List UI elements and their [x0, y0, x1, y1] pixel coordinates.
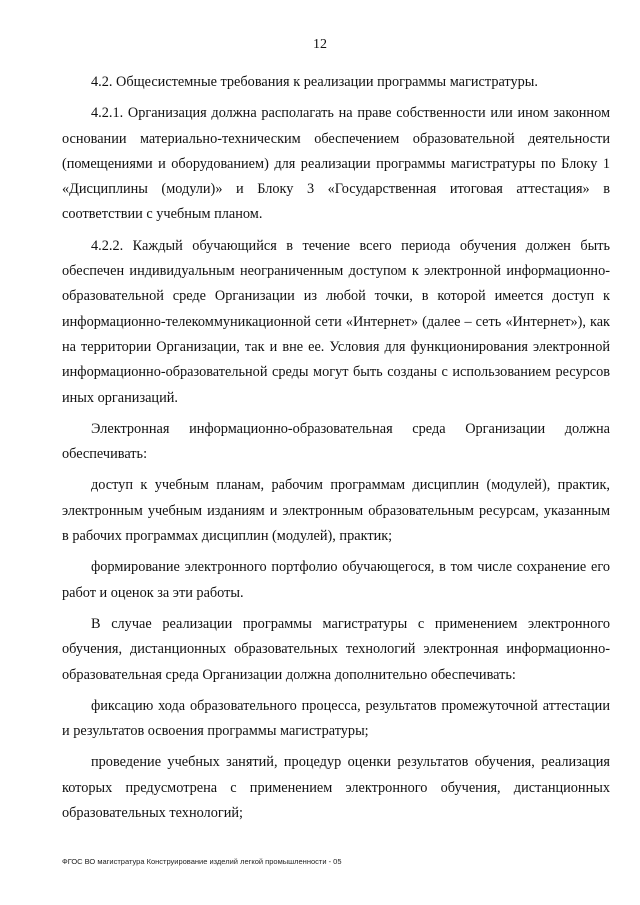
paragraph-fixation-item: фиксацию хода образовательного процесса, результатов промежуточной аттестации и результатов освоения программы магистратуры;	[62, 697, 610, 740]
paragraph-access-item: доступ к учебным планам, рабочим программам дисциплин (модулей), практик, электронным учебным изданиям и электронным образовательным ресурсам, указанным в рабочих программах дисциплин (модулей), практик;	[62, 477, 610, 545]
paragraph-portfolio-item: формирование электронного портфолио обучающегося, в том числе сохранение его работ и оценок за эти работы.	[62, 559, 610, 601]
body-text	[62, 70, 610, 832]
page-number: 12	[313, 37, 327, 52]
paragraph-conducting-item: проведение учебных занятий, процедур оценки результатов обучения, реализация которых предусмотрена с применением электронного обучения, дистанционных образовательных технологий;	[62, 754, 610, 822]
section-heading: 4.2. Общесистемные требования к реализации программы магистратуры.	[91, 74, 538, 90]
paragraph-4-2-2: 4.2.2. Каждый обучающийся в течение всего периода обучения должен быть обеспечен индивидуальным неограниченным доступом к электронной информационно-образовательной среде Организации из любой точки, в которой имеется доступ к информационно-телекоммуникационной сети «Интернет» (далее – сеть «Интернет»), как на территории Организации, так и вне ее. Условия для функционирования электронной информационно-образовательной среды могут быть созданы с использованием ресурсов иных организаций.	[62, 237, 610, 406]
paragraph-4-2-1: 4.2.1. Организация должна располагать на праве собственности или ином законном основании материально-техническим обеспечением образовательной деятельности (помещениями и оборудованием) для реализации программы магистратуры по Блоку 1 «Дисциплины (модули)» и Блоку 3 «Государственная итоговая аттестация» в соответствии с учебным планом.	[62, 105, 610, 223]
paragraph-eios-requirements: Электронная информационно-образовательная среда Организации должна обеспечивать:	[62, 420, 610, 463]
footer-text: ФГОС ВО магистратура Конструирование изделий легкой промышленности - 05	[62, 857, 342, 866]
paragraph-distance-learning: В случае реализации программы магистратуры с применением электронного обучения, дистанционных образовательных технологий электронная информационно-образовательная среда Организации должна дополнительно обеспечивать:	[62, 615, 610, 683]
